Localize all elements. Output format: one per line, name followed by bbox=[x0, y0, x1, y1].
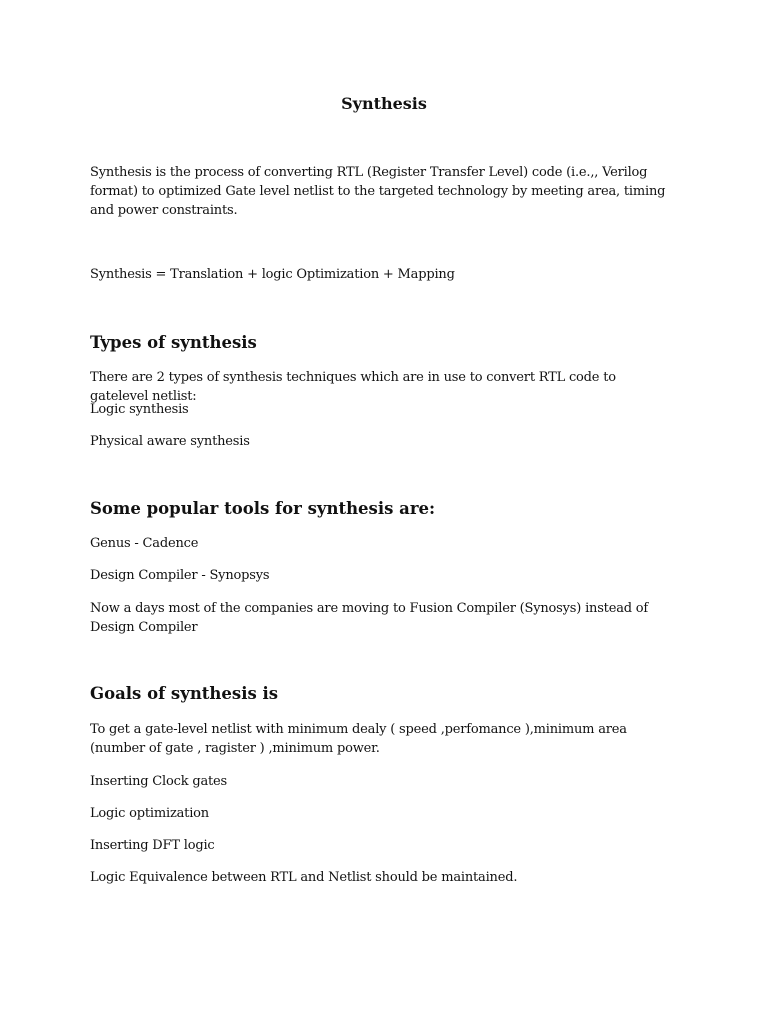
list-item: Design Compiler - Synopsys bbox=[90, 568, 270, 583]
list-item: Physical aware synthesis bbox=[90, 434, 250, 449]
document-title: Synthesis bbox=[341, 94, 427, 113]
synthesis-equation: Synthesis = Translation + logic Optimization + Mapping bbox=[90, 267, 455, 282]
types-intro: There are 2 types of synthesis techniques which are in use to convert RTL code to gatelevel netlist: bbox=[90, 370, 616, 404]
goals-heading: Goals of synthesis is bbox=[90, 684, 279, 703]
tools-note: Now a days most of the companies are moving to Fusion Compiler (Synosys) instead of Design Compiler bbox=[90, 601, 649, 635]
types-heading: Types of synthesis bbox=[90, 333, 257, 352]
list-item: Logic synthesis bbox=[90, 402, 189, 417]
list-item: Logic optimization bbox=[90, 806, 209, 821]
list-item: Inserting Clock gates bbox=[90, 774, 227, 789]
intro-paragraph: Synthesis is the process of converting RTL (Register Transfer Level) code (i.e.,, Verilog format) to optimized Gate level netlist to the targeted technology by meeting area, timing and power constraints. bbox=[90, 165, 666, 218]
tools-heading: Some popular tools for synthesis are: bbox=[90, 499, 436, 518]
goals-intro: To get a gate-level netlist with minimum dealy ( speed ,perfomance ),minimum area (number of gate , ragister ) ,minimum power. bbox=[90, 722, 627, 756]
list-item: Inserting DFT logic bbox=[90, 838, 215, 853]
list-item: Logic Equivalence between RTL and Netlist should be maintained. bbox=[90, 870, 518, 885]
list-item: Genus - Cadence bbox=[90, 536, 199, 551]
